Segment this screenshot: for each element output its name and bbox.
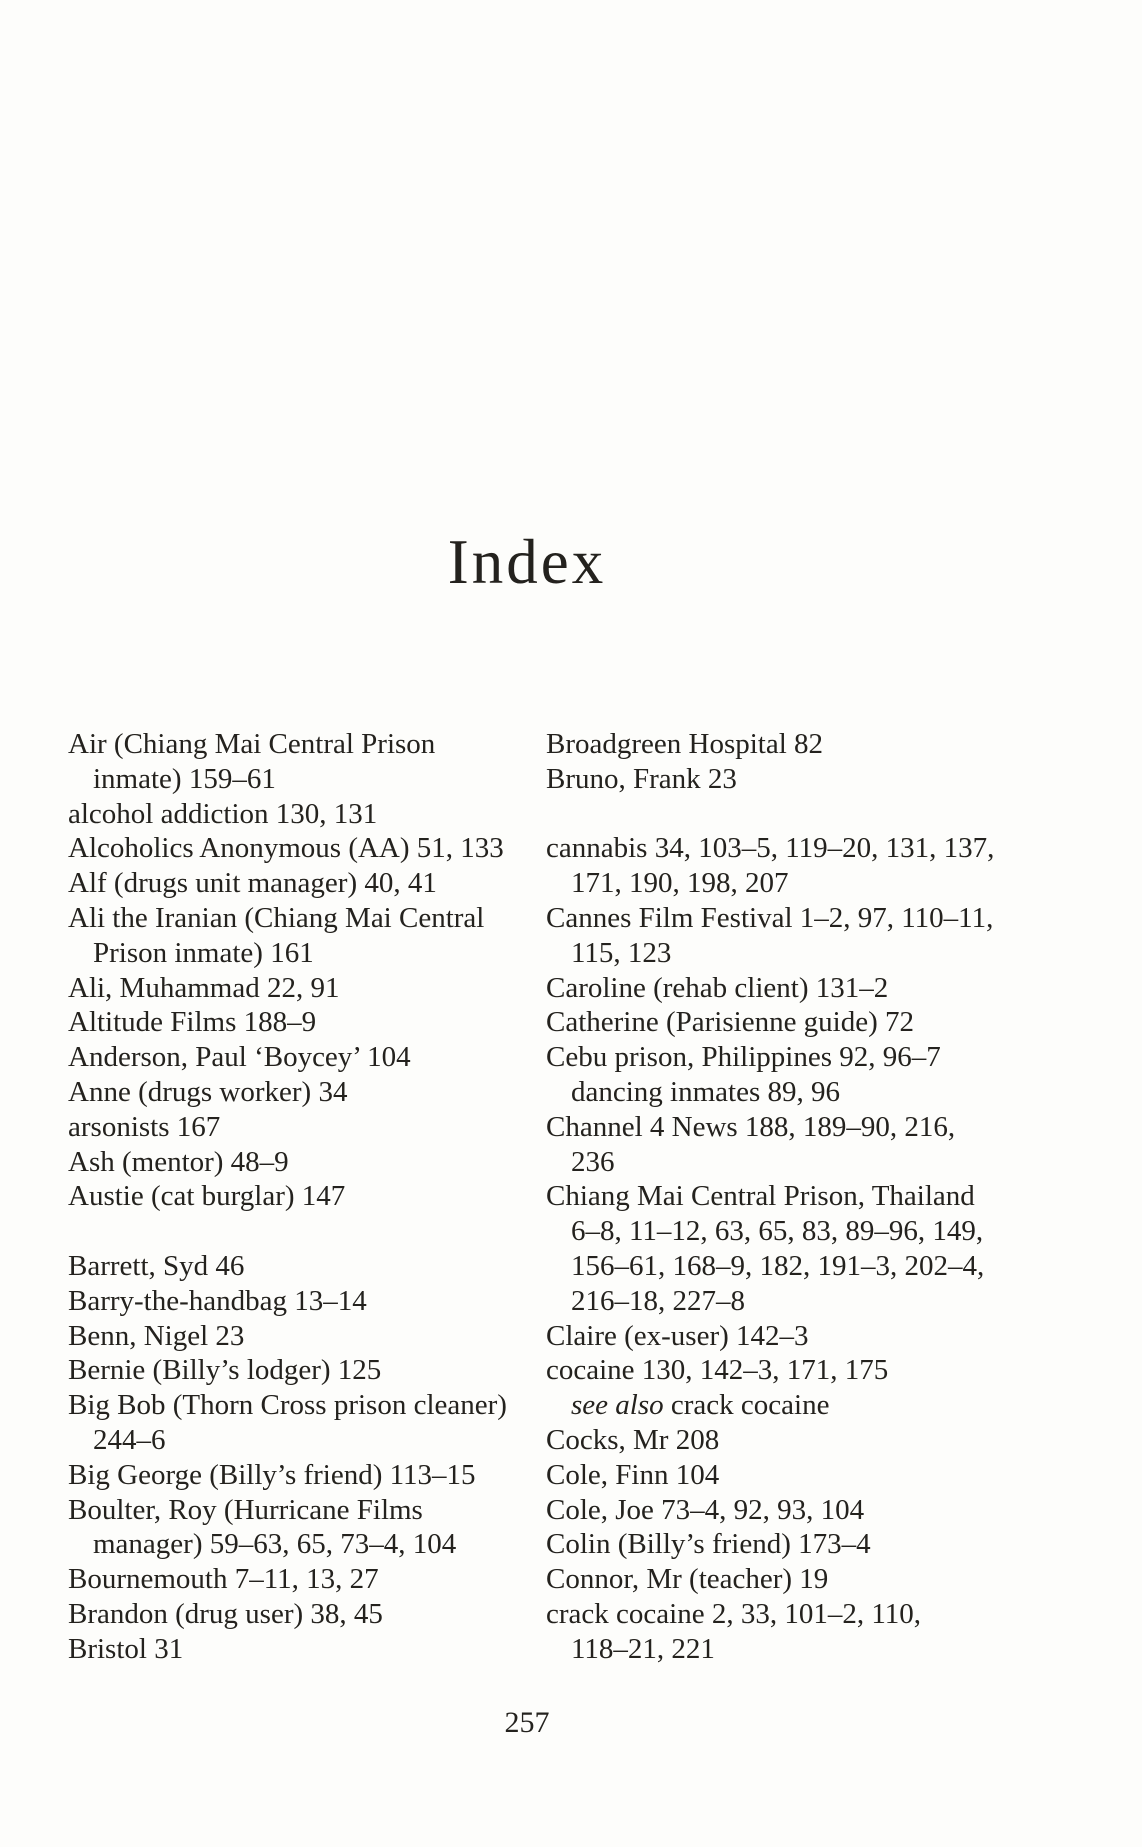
index-entry-line: Cole, Joe 73–4, 92, 93, 104 xyxy=(546,1493,865,1526)
index-entry-line: Bernie (Billy’s lodger) 125 xyxy=(68,1354,382,1387)
index-entry-line: arsonists 167 xyxy=(68,1110,221,1143)
index-entry-line: dancing inmates 89, 96 xyxy=(571,1075,841,1108)
index-entry-line: Bournemouth 7–11, 13, 27 xyxy=(68,1563,379,1596)
index-entry-line: Anderson, Paul ‘Boycey’ 104 xyxy=(68,1041,411,1074)
index-entry-line: Ash (mentor) 48–9 xyxy=(68,1145,289,1178)
index-entry-line: Cocks, Mr 208 xyxy=(546,1423,720,1456)
index-entry-line: Chiang Mai Central Prison, Thailand xyxy=(546,1180,975,1213)
index-column-left xyxy=(68,727,542,1667)
index-entry-line: Bristol 31 xyxy=(68,1632,184,1665)
see-also-cross-reference: see also xyxy=(571,1389,664,1422)
index-entry-line: Colin (Billy’s friend) 173–4 xyxy=(546,1528,871,1561)
index-entry-line: 171, 190, 198, 207 xyxy=(571,867,789,900)
index-entry-line: Austie (cat burglar) 147 xyxy=(68,1180,346,1213)
index-entry-line: Ali the Iranian (Chiang Mai Central xyxy=(68,901,485,934)
index-entry-line: Brandon (drug user) 38, 45 xyxy=(68,1597,383,1630)
index-entry-line: Barry-the-handbag 13–14 xyxy=(68,1284,367,1317)
index-entry-line: Channel 4 News 188, 189–90, 216, xyxy=(546,1110,956,1143)
index-entry-line: Boulter, Roy (Hurricane Films xyxy=(68,1493,423,1526)
index-entry-line: cannabis 34, 103–5, 119–20, 131, 137, xyxy=(546,832,995,865)
page-number: 257 xyxy=(504,1706,550,1739)
index-blank-line xyxy=(546,797,1018,832)
index-entry-line: 115, 123 xyxy=(571,936,672,969)
page-title: Index xyxy=(447,527,607,597)
index-entry-line: 244–6 xyxy=(93,1423,166,1456)
index-entry-line: Caroline (rehab client) 131–2 xyxy=(546,971,889,1004)
index-blank-line xyxy=(68,1214,542,1249)
index-entry-line: inmate) 159–61 xyxy=(93,762,276,795)
index-column-right xyxy=(546,727,1018,1667)
index-entry-line: 6–8, 11–12, 63, 65, 83, 89–96, 149, xyxy=(571,1215,984,1248)
index-entry-line: Catherine (Parisienne guide) 72 xyxy=(546,1006,915,1039)
index-entry-line: Altitude Films 188–9 xyxy=(68,1006,317,1039)
index-entry-line: Air (Chiang Mai Central Prison xyxy=(68,728,436,760)
index-entry-line: 156–61, 168–9, 182, 191–3, 202–4, xyxy=(571,1249,985,1282)
index-entry-line: crack cocaine 2, 33, 101–2, 110, xyxy=(546,1597,921,1630)
index-entry-line: alcohol addiction 130, 131 xyxy=(68,797,378,830)
index-entry-line: Broadgreen Hospital 82 xyxy=(546,728,824,760)
index-entry-line: Prison inmate) 161 xyxy=(93,936,314,969)
index-entry-line: cocaine 130, 142–3, 171, 175 xyxy=(546,1354,889,1387)
index-entry-line: 236 xyxy=(571,1145,615,1178)
index-entry-line: Anne (drugs worker) 34 xyxy=(68,1075,348,1108)
index-entry-line: Claire (ex-user) 142–3 xyxy=(546,1319,809,1352)
index-entry-line: Big Bob (Thorn Cross prison cleaner) xyxy=(68,1389,507,1422)
index-entry-line: Alcoholics Anonymous (AA) 51, 133 xyxy=(68,832,504,865)
index-entry-line: Alf (drugs unit manager) 40, 41 xyxy=(68,867,437,900)
index-entry-line: Cole, Finn 104 xyxy=(546,1458,720,1491)
index-entry-line: Barrett, Syd 46 xyxy=(68,1249,245,1282)
index-entry-line: Benn, Nigel 23 xyxy=(68,1319,245,1352)
index-entry-line: Big George (Billy’s friend) 113–15 xyxy=(68,1458,476,1491)
index-entry-line: Ali, Muhammad 22, 91 xyxy=(68,971,340,1004)
index-entry-line: Cebu prison, Philippines 92, 96–7 xyxy=(546,1041,941,1074)
index-entry-line: see also crack cocaine xyxy=(571,1389,830,1422)
index-entry-line: Cannes Film Festival 1–2, 97, 110–11, xyxy=(546,901,994,934)
index-entry-line: 118–21, 221 xyxy=(571,1632,715,1665)
index-entry-line: Bruno, Frank 23 xyxy=(546,762,737,795)
index-entry-line: manager) 59–63, 65, 73–4, 104 xyxy=(93,1528,457,1561)
index-entry-line: 216–18, 227–8 xyxy=(571,1284,745,1317)
index-entry-line: Connor, Mr (teacher) 19 xyxy=(546,1563,829,1596)
